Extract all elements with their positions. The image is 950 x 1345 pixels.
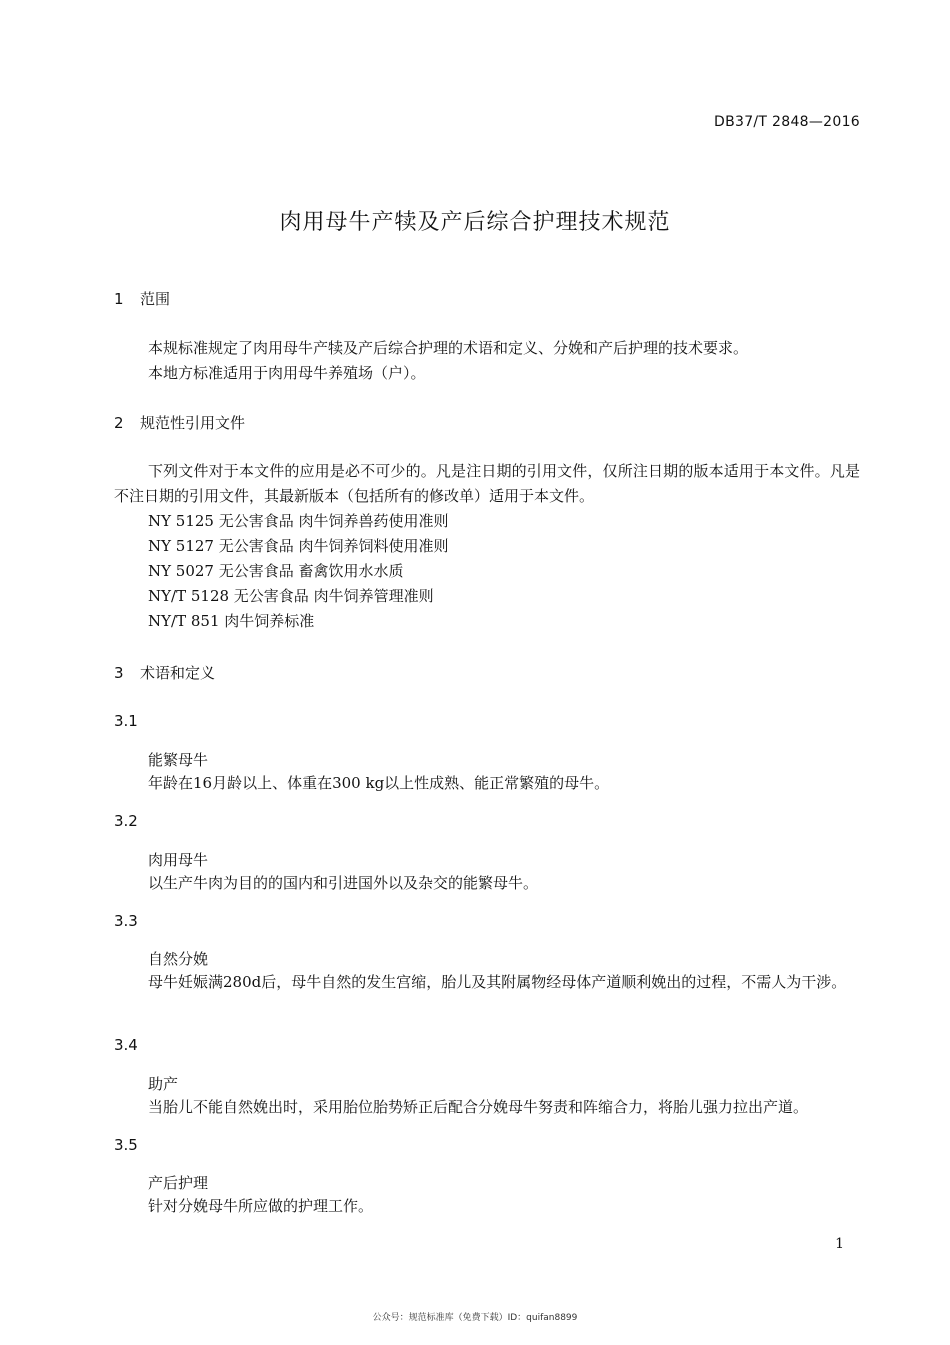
paragraph: 下列文件对于本文件的应用是必不可少的。凡是注日期的引用文件，仅所注日期的版本适用于本文件。凡是不注日期的引用文件，其最新版本（包括所有的修改单）适用于本文件。	[114, 462, 860, 505]
term-name: 自然分娩	[148, 950, 209, 968]
paragraph: 本规标准规定了肉用母牛产犊及产后综合护理的术语和定义、分娩和产后护理的技术要求。	[148, 339, 749, 357]
paragraph: 本地方标准适用于肉用母牛养殖场（户）。	[148, 364, 426, 382]
term-definition: 母牛妊娠满280d后，母牛自然的发生宫缩，胎儿及其附属物经母体产道顺利娩出的过程，不需人为干涉。	[148, 973, 847, 991]
page-number: 1	[835, 1236, 844, 1252]
subsection-number: 3.1	[114, 712, 138, 730]
section-number: 3	[114, 664, 124, 682]
term-definition: 年龄在16月龄以上、体重在300 kg以上性成熟、能正常繁殖的母牛。	[148, 774, 610, 792]
reference-item: NY/T 851 肉牛饲养标准	[148, 612, 315, 630]
term-definition: 以生产牛肉为目的的国内和引进国外以及杂交的能繁母牛。	[148, 874, 539, 892]
section-2-heading	[114, 412, 245, 433]
subsection-number: 3.5	[114, 1136, 138, 1154]
reference-item: NY 5127 无公害食品 肉牛饲养饲料使用准则	[148, 537, 449, 555]
section-number: 2	[114, 414, 124, 432]
section-3-heading	[114, 662, 215, 683]
term-name: 能繁母牛	[148, 751, 209, 769]
term-definition: 当胎儿不能自然娩出时，采用胎位胎势矫正后配合分娩母牛努责和阵缩合力，将胎儿强力拉出产道。	[148, 1098, 809, 1116]
term-name: 产后护理	[148, 1174, 209, 1192]
reference-item: NY 5027 无公害食品 畜禽饮用水水质	[148, 562, 404, 580]
reference-item: NY 5125 无公害食品 肉牛饲养兽药使用准则	[148, 512, 449, 530]
section-title: 术语和定义	[140, 664, 216, 682]
document-title: 肉用母牛产犊及产后综合护理技术规范	[279, 210, 671, 235]
term-name: 助产	[148, 1075, 179, 1093]
subsection-number: 3.2	[114, 812, 138, 830]
section-title: 范围	[140, 290, 171, 308]
reference-item: NY/T 5128 无公害食品 肉牛饲养管理准则	[148, 587, 434, 605]
section-1-heading	[114, 288, 170, 309]
section-number: 1	[114, 290, 124, 308]
subsection-number: 3.3	[114, 912, 138, 930]
term-definition: 针对分娩母牛所应做的护理工作。	[148, 1197, 374, 1215]
footer-watermark: 公众号：规范标准库（免费下载）ID：quifan8899	[372, 1313, 578, 1323]
subsection-number: 3.4	[114, 1036, 138, 1054]
section-title: 规范性引用文件	[140, 414, 246, 432]
term-name: 肉用母牛	[148, 851, 209, 869]
standard-code: DB37/T 2848—2016	[714, 114, 860, 130]
